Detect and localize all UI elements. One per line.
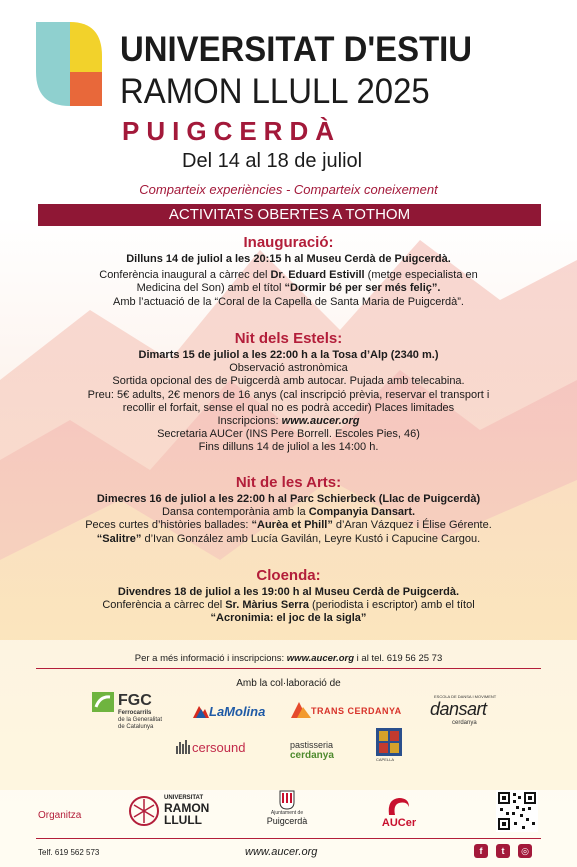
section-line: Conferència inaugural a càrrec del Dr. Eduard Estivill (metge especialista en (99, 269, 478, 282)
section-when: Dimecres 16 de juliol a les 22:00 h al Parc Schierbeck (Llac de Puigcerdà) (96, 493, 481, 505)
section-line: Medicina del Son) amb el títol “Dormir bé per ser més feliç”. (136, 282, 441, 295)
trans-cerdanya-logo-icon (291, 702, 311, 718)
section-line: recollir el forfait, sense el qual no es podrà accedir) Places limitades (122, 401, 455, 414)
footer-divider (36, 838, 541, 839)
section-line: Fins dilluns 14 de juliol a les 14:00 h. (198, 441, 379, 454)
fgc-logo-icon (92, 692, 114, 712)
info-website-link[interactable]: www.aucer.org (286, 653, 355, 664)
section-title: Nit de les Arts: (235, 474, 342, 491)
tagline: Comparteix experiències - Comparteix coneixement (139, 182, 438, 197)
footer-phone: Telf. 619 562 573 (38, 848, 100, 857)
section-title: Inauguració: (243, 234, 334, 251)
section-nit-dels-estels (30, 330, 547, 455)
title-line-2: RAMON LLULL 2025 (120, 72, 430, 111)
section-when: Divendres 18 de juliol a les 19:00 h al Museu Cerdà de Puigcerdà. (117, 586, 460, 598)
section-line: Amb l’actuació de la “Coral de la Capella de Santa Maria de Puigcerdà”. (113, 295, 464, 308)
footer-website-link[interactable]: www.aucer.org (245, 846, 318, 858)
sponsor-pastisseria-cerdanya: pastisseria cerdanya (290, 740, 334, 761)
url-logo-icon (128, 795, 160, 827)
event-dates: Del 14 al 18 de juliol (182, 150, 363, 172)
qr-code-icon[interactable] (496, 790, 538, 832)
sound-bars-icon (176, 740, 192, 754)
title-line-1: UNIVERSITAT D'ESTIU (120, 30, 473, 69)
section-line: Conferència a càrrec del Sr. Màrius Serra (periodista i escriptor) amb el títol (102, 599, 475, 612)
activities-banner: ACTIVITATS OBERTES A TOTHOM (38, 204, 541, 226)
organizer-label: Organitza (38, 810, 82, 821)
mountain-logo-icon (193, 704, 209, 718)
section-line: “Acronimia: el joc de la sigla” (210, 612, 367, 625)
organizer-ajuntament-puigcerda: Ajuntament de Puigcerdà (252, 790, 322, 832)
twitter-icon[interactable]: t (496, 844, 510, 858)
section-title: Nit dels Estels: (234, 330, 343, 347)
university-logo-icon (36, 22, 102, 106)
section-line: Observació astronòmica (229, 362, 348, 375)
organizer-universitat-ramon-llull: UNIVERSITAT RAMON LLULL (128, 795, 220, 829)
section-title: Cloenda: (256, 567, 321, 584)
section-line: Preu: 5€ adults, 2€ menors de 16 anys (cal inscripció prèvia, reservar el transport i (87, 388, 490, 401)
contact-info: Per a més informació i inscripcions: www.aucer.org i al tel. 619 56 25 73 (134, 653, 443, 664)
capella-logo-icon (376, 728, 402, 756)
aucer-logo-icon (385, 795, 413, 817)
section-nit-de-les-arts (30, 474, 547, 546)
section-when: Dilluns 14 de juliol a les 20:15 h al Museu Cerdà de Puigcerdà. (126, 253, 451, 265)
divider (36, 668, 541, 669)
section-line: Secretaria AUCer (INS Pere Borrell. Escoles Pies, 46) (157, 428, 420, 441)
organizer-aucer: AUCer (374, 795, 424, 833)
facebook-icon[interactable]: f (474, 844, 488, 858)
section-inauguracio (30, 234, 547, 309)
section-when: Dimarts 15 de juliol a les 22:00 h a la Tosa d’Alp (2340 m.) (138, 349, 439, 361)
section-cloenda (30, 567, 547, 626)
instagram-icon[interactable]: ◎ (518, 844, 532, 858)
collaboration-label: Amb la col·laboració de (236, 678, 341, 689)
section-line: Dansa contemporània amb la Companyia Dansart. (161, 506, 416, 519)
inscription-link[interactable]: www.aucer.org (281, 415, 360, 428)
section-line: Sortida opcional des de Puigcerdà amb autocar. Pujada amb telecabina. (112, 375, 465, 388)
section-line: “Salitre” d’Ivan González amb Lucía Gavilán, Leyre Kustó i Capucine Cargou. (96, 532, 481, 545)
section-line: Inscripcions: www.aucer.org (217, 415, 360, 428)
section-line: Peces curtes d’històries ballades: “Aurèa et Phill” d’Aran Vázquez i Élise Gérente. (85, 519, 492, 532)
city-title: PUIGCERDÀ (122, 116, 342, 146)
coat-of-arms-icon (279, 790, 295, 810)
